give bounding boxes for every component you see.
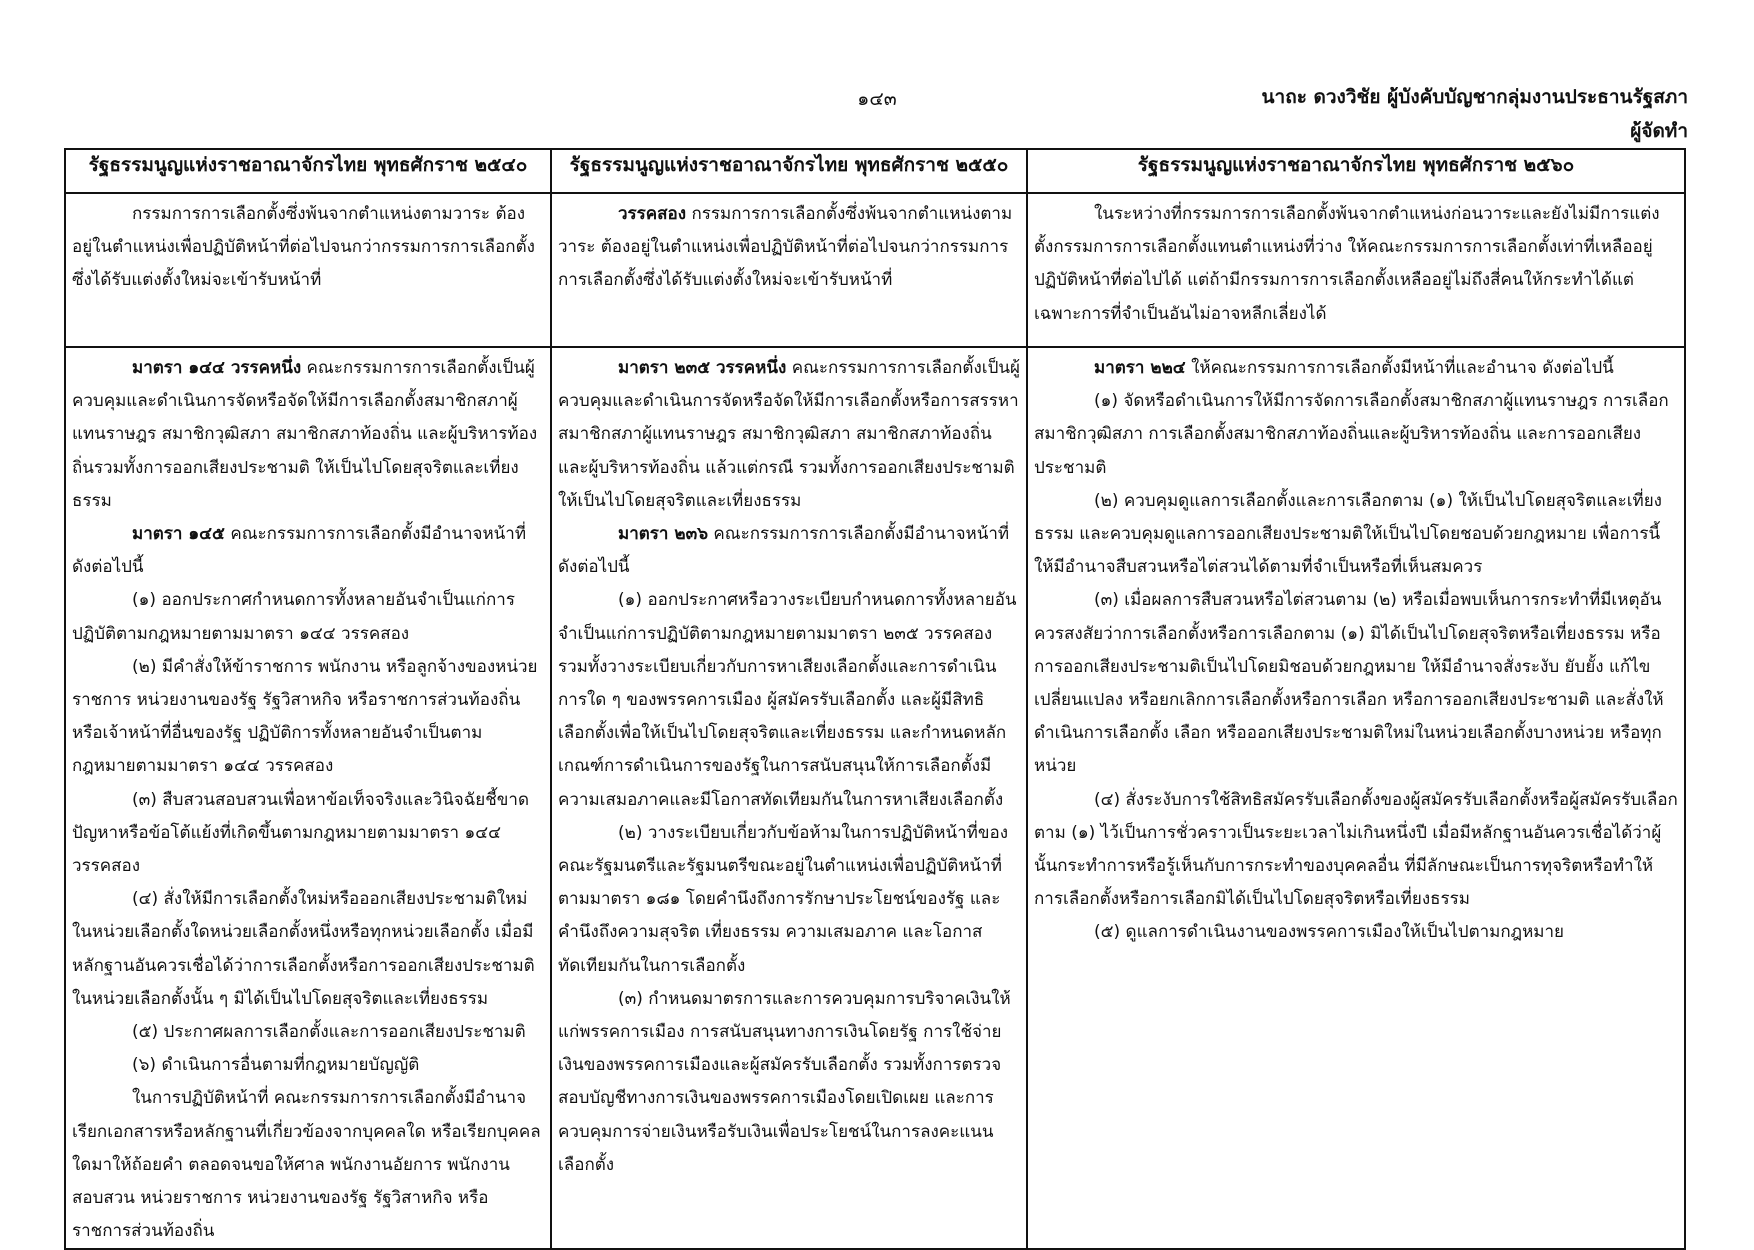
- section-label: มาตรา ๒๒๔: [1094, 358, 1186, 378]
- section-label: มาตรา ๑๔๕: [132, 524, 225, 545]
- section-paragraph: [72, 352, 544, 518]
- list-item: [558, 817, 1020, 983]
- paragraph-text: (๕) ประกาศผลการเลือกตั้งและการออกเสียงประชามติ: [132, 1022, 526, 1043]
- list-item: [1034, 485, 1678, 585]
- paragraph-text: กรรมการการเลือกตั้งซึ่งพ้นจากตำแหน่งตามวาระ ต้องอยู่ในตำแหน่งเพื่อปฏิบัติหน้าที่ต่อไปจนกว่ากรรมการการเลือกตั้งซึ่งได้รับแต่งตั้งใหม่จะเข้ารับหน้าที่: [558, 204, 1013, 291]
- list-item: [1034, 784, 1678, 917]
- paragraph-text: (๖) ดำเนินการอื่นตามที่กฎหมายบัญญัติ: [132, 1055, 420, 1076]
- column-header-2560: รัฐธรรมนูญแห่งราชอาณาจักรไทย พุทธศักราช ๒๕๖๐: [1027, 149, 1685, 193]
- paragraph-text: (๓) สืบสวนสอบสวนเพื่อหาข้อเท็จจริงและวินิจฉัยชี้ขาดปัญหาหรือข้อโต้แย้งที่เกิดขึ้นตามกฎหมายตามมาตรา ๑๔๔ วรรคสอง: [72, 789, 530, 877]
- cell-row1-2550: [551, 193, 1027, 347]
- section-label: มาตรา ๑๔๔ วรรคหนึ่ง: [132, 358, 302, 378]
- list-item: [558, 584, 1020, 816]
- paragraph-text: ในการปฏิบัติหน้าที่ คณะกรรมการการเลือกตั้งมีอำนาจเรียกเอกสารหรือหลักฐานที่เกี่ยวข้องจากบุคคลใด หรือเรียกบุคคลใดมาให้ถ้อยคำ ตลอดจนขอให้ศาล พนักงานอัยการ พนักงานสอบสวน หน่วยราชการ หน่วยงานของรัฐ รัฐวิสาหกิจ หรือราชการส่วนท้องถิ่น: [72, 1088, 541, 1242]
- list-item: [558, 983, 1020, 1182]
- cell-row2-2560: [1027, 347, 1685, 1249]
- paragraph-text: (๓) เมื่อผลการสืบสวนหรือไต่สวนตาม (๒) หรือเมื่อพบเห็นการกระทำที่มีเหตุอันควรสงสัยว่าการเลือกตั้งหรือการเลือกตาม (๑) มิได้เป็นไปโดยสุจริตหรือเที่ยงธรรม หรือการออกเสียงประชามติเป็นไปโดยมิชอบด้วยกฎหมาย ให้มีอำนาจสั่งระงับ ยับยั้ง แก้ไขเปลี่ยนแปลง หรือยกเลิกการเลือกตั้งหรือการเลือก หรือการออกเสียงประชามติ และสั่งให้ดำเนินการเลือกตั้ง เลือก หรือออกเสียงประชามติใหม่ในหน่วยเลือกตั้งบางหน่วย หรือทุกหน่วย: [1034, 590, 1664, 777]
- section-paragraph: [558, 518, 1020, 584]
- section-label: วรรคสอง: [618, 204, 687, 224]
- paragraph-text: (๒) วางระเบียบเกี่ยวกับข้อห้ามในการปฏิบัติหน้าที่ของคณะรัฐมนตรีและรัฐมนตรีขณะอยู่ในตำแหน่งเพื่อปฏิบัติหน้าที่ตามมาตรา ๑๘๑ โดยคำนึงถึงการรักษาประโยชน์ของรัฐ และคำนึงถึงความสุจริต เที่ยงธรรม ความเสมอภาค และโอกาสทัดเทียมกันในการเลือกตั้ง: [558, 822, 1009, 976]
- paragraph-text: คณะกรรมการการเลือกตั้งมีอำนาจหน้าที่ดังต่อไปนี้: [558, 524, 1010, 578]
- section-paragraph: [72, 518, 544, 584]
- author-line-1: นาถะ ดวงวิชัย ผู้บังคับบัญชากลุ่มงานประธานรัฐสภา: [1261, 86, 1688, 108]
- list-item: [72, 584, 544, 650]
- paragraph-text: คณะกรรมการการเลือกตั้งมีอำนาจหน้าที่ดังต่อไปนี้: [72, 524, 527, 578]
- author-line-2: ผู้จัดทำ: [1630, 120, 1688, 142]
- list-item: [72, 1082, 544, 1248]
- cell-row2-2550: [551, 347, 1027, 1249]
- paragraph: กรรมการการเลือกตั้งซึ่งพ้นจากตำแหน่งตามวาระ ต้องอยู่ในตำแหน่งเพื่อปฏิบัติหน้าที่ต่อไปจนกว่ากรรมการการเลือกตั้งซึ่งได้รับแต่งตั้งใหม่จะเข้ารับหน้าที่: [72, 204, 535, 291]
- list-item: [1034, 584, 1678, 783]
- paragraph-text: คณะกรรมการการเลือกตั้งเป็นผู้ควบคุมและดำเนินการจัดหรือจัดให้มีการเลือกตั้งสมาชิกสภาผู้แทนราษฎร สมาชิกวุฒิสภา สมาชิกสภาท้องถิ่น และผู้บริหารท้องถิ่นรวมทั้งการออกเสียงประชามติ ให้เป็นไปโดยสุจริตและเที่ยงธรรม: [72, 358, 538, 511]
- paragraph-text: ให้คณะกรรมการการเลือกตั้งมีหน้าที่และอำนาจ ดังต่อไปนี้: [1185, 358, 1614, 378]
- paragraph-text: (๑) ออกประกาศหรือวางระเบียบกำหนดการทั้งหลายอันจำเป็นแก่การปฏิบัติตามกฎหมายตามมาตรา ๒๓๕ วรรคสอง รวมทั้งวางระเบียบเกี่ยวกับการหาเสียงเลือกตั้งและการดำเนินการใด ๆ ของพรรคการเมือง ผู้สมัครรับเลือกตั้ง และผู้มีสิทธิเลือกตั้งเพื่อให้เป็นไปโดยสุจริตและเที่ยงธรรม และกำหนดหลักเกณฑ์การดำเนินการของรัฐในการสนับสนุนให้การเลือกตั้งมีความเสมอภาคและมีโอกาสทัดเทียมกันในการหาเสียงเลือกตั้ง: [558, 590, 1017, 810]
- paragraph: [558, 198, 1020, 298]
- paragraph-text: (๑) ออกประกาศกำหนดการทั้งหลายอันจำเป็นแก่การปฏิบัติตามกฎหมายตามมาตรา ๑๔๔ วรรคสอง: [72, 590, 515, 644]
- paragraph-text: คณะกรรมการการเลือกตั้งเป็นผู้ควบคุมและดำเนินการจัดหรือจัดให้มีการเลือกตั้งหรือการสรรหาสมาชิกสภาผู้แทนราษฎร สมาชิกวุฒิสภา สมาชิกสภาท้องถิ่น และผู้บริหารท้องถิ่น แล้วแต่กรณี รวมทั้งการออกเสียงประชามติ ให้เป็นไปโดยสุจริตและเที่ยงธรรม: [558, 358, 1020, 511]
- paragraph-text: (๑) จัดหรือดำเนินการให้มีการจัดการเลือกตั้งสมาชิกสภาผู้แทนราษฎร การเลือกสมาชิกวุฒิสภา การเลือกตั้งสมาชิกสภาท้องถิ่นและผู้บริหารท้องถิ่น และการออกเสียงประชามติ: [1034, 391, 1669, 478]
- paragraph-text: (๔) สั่งให้มีการเลือกตั้งใหม่หรือออกเสียงประชามติใหม่ในหน่วยเลือกตั้งใดหน่วยเลือกตั้งหนึ่งหรือทุกหน่วยเลือกตั้ง เมื่อมีหลักฐานอันควรเชื่อได้ว่าการเลือกตั้งหรือการออกเสียงประชามติในหน่วยเลือกตั้งนั้น ๆ มิได้เป็นไปโดยสุจริตและเที่ยงธรรม: [72, 889, 535, 1009]
- comparison-table: [64, 148, 1686, 1250]
- cell-row1-2540: [65, 193, 551, 347]
- paragraph-text: (๔) สั่งระงับการใช้สิทธิสมัครรับเลือกตั้งของผู้สมัครรับเลือกตั้งหรือผู้สมัครรับเลือกตาม (๑) ไว้เป็นการชั่วคราวเป็นระยะเวลาไม่เกินหนึ่งปี เมื่อมีหลักฐานอันควรเชื่อได้ว่าผู้นั้นกระทำการหรือรู้เห็นกับการกระทำของบุคคลอื่น ที่มีลักษณะเป็นการทุจริตหรือทำให้การเลือกตั้งหรือการเลือกมิได้เป็นไปโดยสุจริตหรือเที่ยงธรรม: [1034, 789, 1678, 910]
- cell-row2-2540: [65, 347, 551, 1249]
- section-paragraph: [1034, 352, 1678, 385]
- column-header-2540: รัฐธรรมนูญแห่งราชอาณาจักรไทย พุทธศักราช ๒๕๔๐: [65, 149, 551, 193]
- section-label: มาตรา ๒๓๖: [618, 524, 709, 545]
- list-item: [72, 784, 544, 884]
- section-paragraph: [558, 352, 1020, 518]
- column-header-2550: รัฐธรรมนูญแห่งราชอาณาจักรไทย พุทธศักราช ๒๕๕๐: [551, 149, 1027, 193]
- paragraph: ในระหว่างที่กรรมการการเลือกตั้งพ้นจากตำแหน่งก่อนวาระและยังไม่มีการแต่งตั้งกรรมการการเลือกตั้งแทนตำแหน่งที่ว่าง ให้คณะกรรมการการเลือกตั้งเท่าที่เหลืออยู่ปฏิบัติหน้าที่ต่อไปได้ แต่ถ้ามีกรรมการการเลือกตั้งเหลืออยู่ไม่ถึงสี่คนให้กระทำได้แต่เฉพาะการที่จำเป็นอันไม่อาจหลีกเลี่ยงได้: [1034, 204, 1660, 324]
- list-item: [1034, 385, 1678, 485]
- cell-row1-2560: [1027, 193, 1685, 347]
- paragraph-text: (๒) มีคำสั่งให้ข้าราชการ พนักงาน หรือลูกจ้างของหน่วยราชการ หน่วยงานของรัฐ รัฐวิสาหกิจ หรือราชการส่วนท้องถิ่น หรือเจ้าหน้าที่อื่นของรัฐ ปฏิบัติการทั้งหลายอันจำเป็นตามกฎหมายตามมาตรา ๑๔๔ วรรคสอง: [72, 656, 538, 777]
- paragraph-text: (๓) กำหนดมาตรการและการควบคุมการบริจาคเงินให้แก่พรรคการเมือง การสนับสนุนทางการเงินโดยรัฐ การใช้จ่ายเงินของพรรคการเมืองและผู้สมัครรับเลือกตั้ง รวมทั้งการตรวจสอบบัญชีทางการเงินของพรรคการเมืองโดยเปิดเผย และการควบคุมการจ่ายเงินหรือรับเงินเพื่อประโยชน์ในการลงคะแนนเลือกตั้ง: [558, 988, 1011, 1175]
- section-label: มาตรา ๒๓๕ วรรคหนึ่ง: [618, 358, 787, 378]
- list-item: [72, 651, 544, 784]
- list-item: [1034, 916, 1678, 949]
- author-block: [1262, 80, 1688, 148]
- paragraph-text: (๒) ควบคุมดูแลการเลือกตั้งและการเลือกตาม (๑) ให้เป็นไปโดยสุจริตและเที่ยงธรรม และควบคุมดูแลการออกเสียงประชามติให้เป็นไปโดยชอบด้วยกฎหมาย เพื่อการนี้ ให้มีอำนาจสืบสวนหรือไต่สวนได้ตามที่จำเป็นหรือที่เห็นสมควร: [1034, 490, 1662, 578]
- list-item: [72, 1016, 544, 1049]
- paragraph-text: (๕) ดูแลการดำเนินงานของพรรคการเมืองให้เป็นไปตามกฎหมาย: [1094, 922, 1564, 943]
- list-item: [72, 1049, 544, 1082]
- page-number: ๑๔๓: [857, 88, 897, 110]
- list-item: [72, 883, 544, 1016]
